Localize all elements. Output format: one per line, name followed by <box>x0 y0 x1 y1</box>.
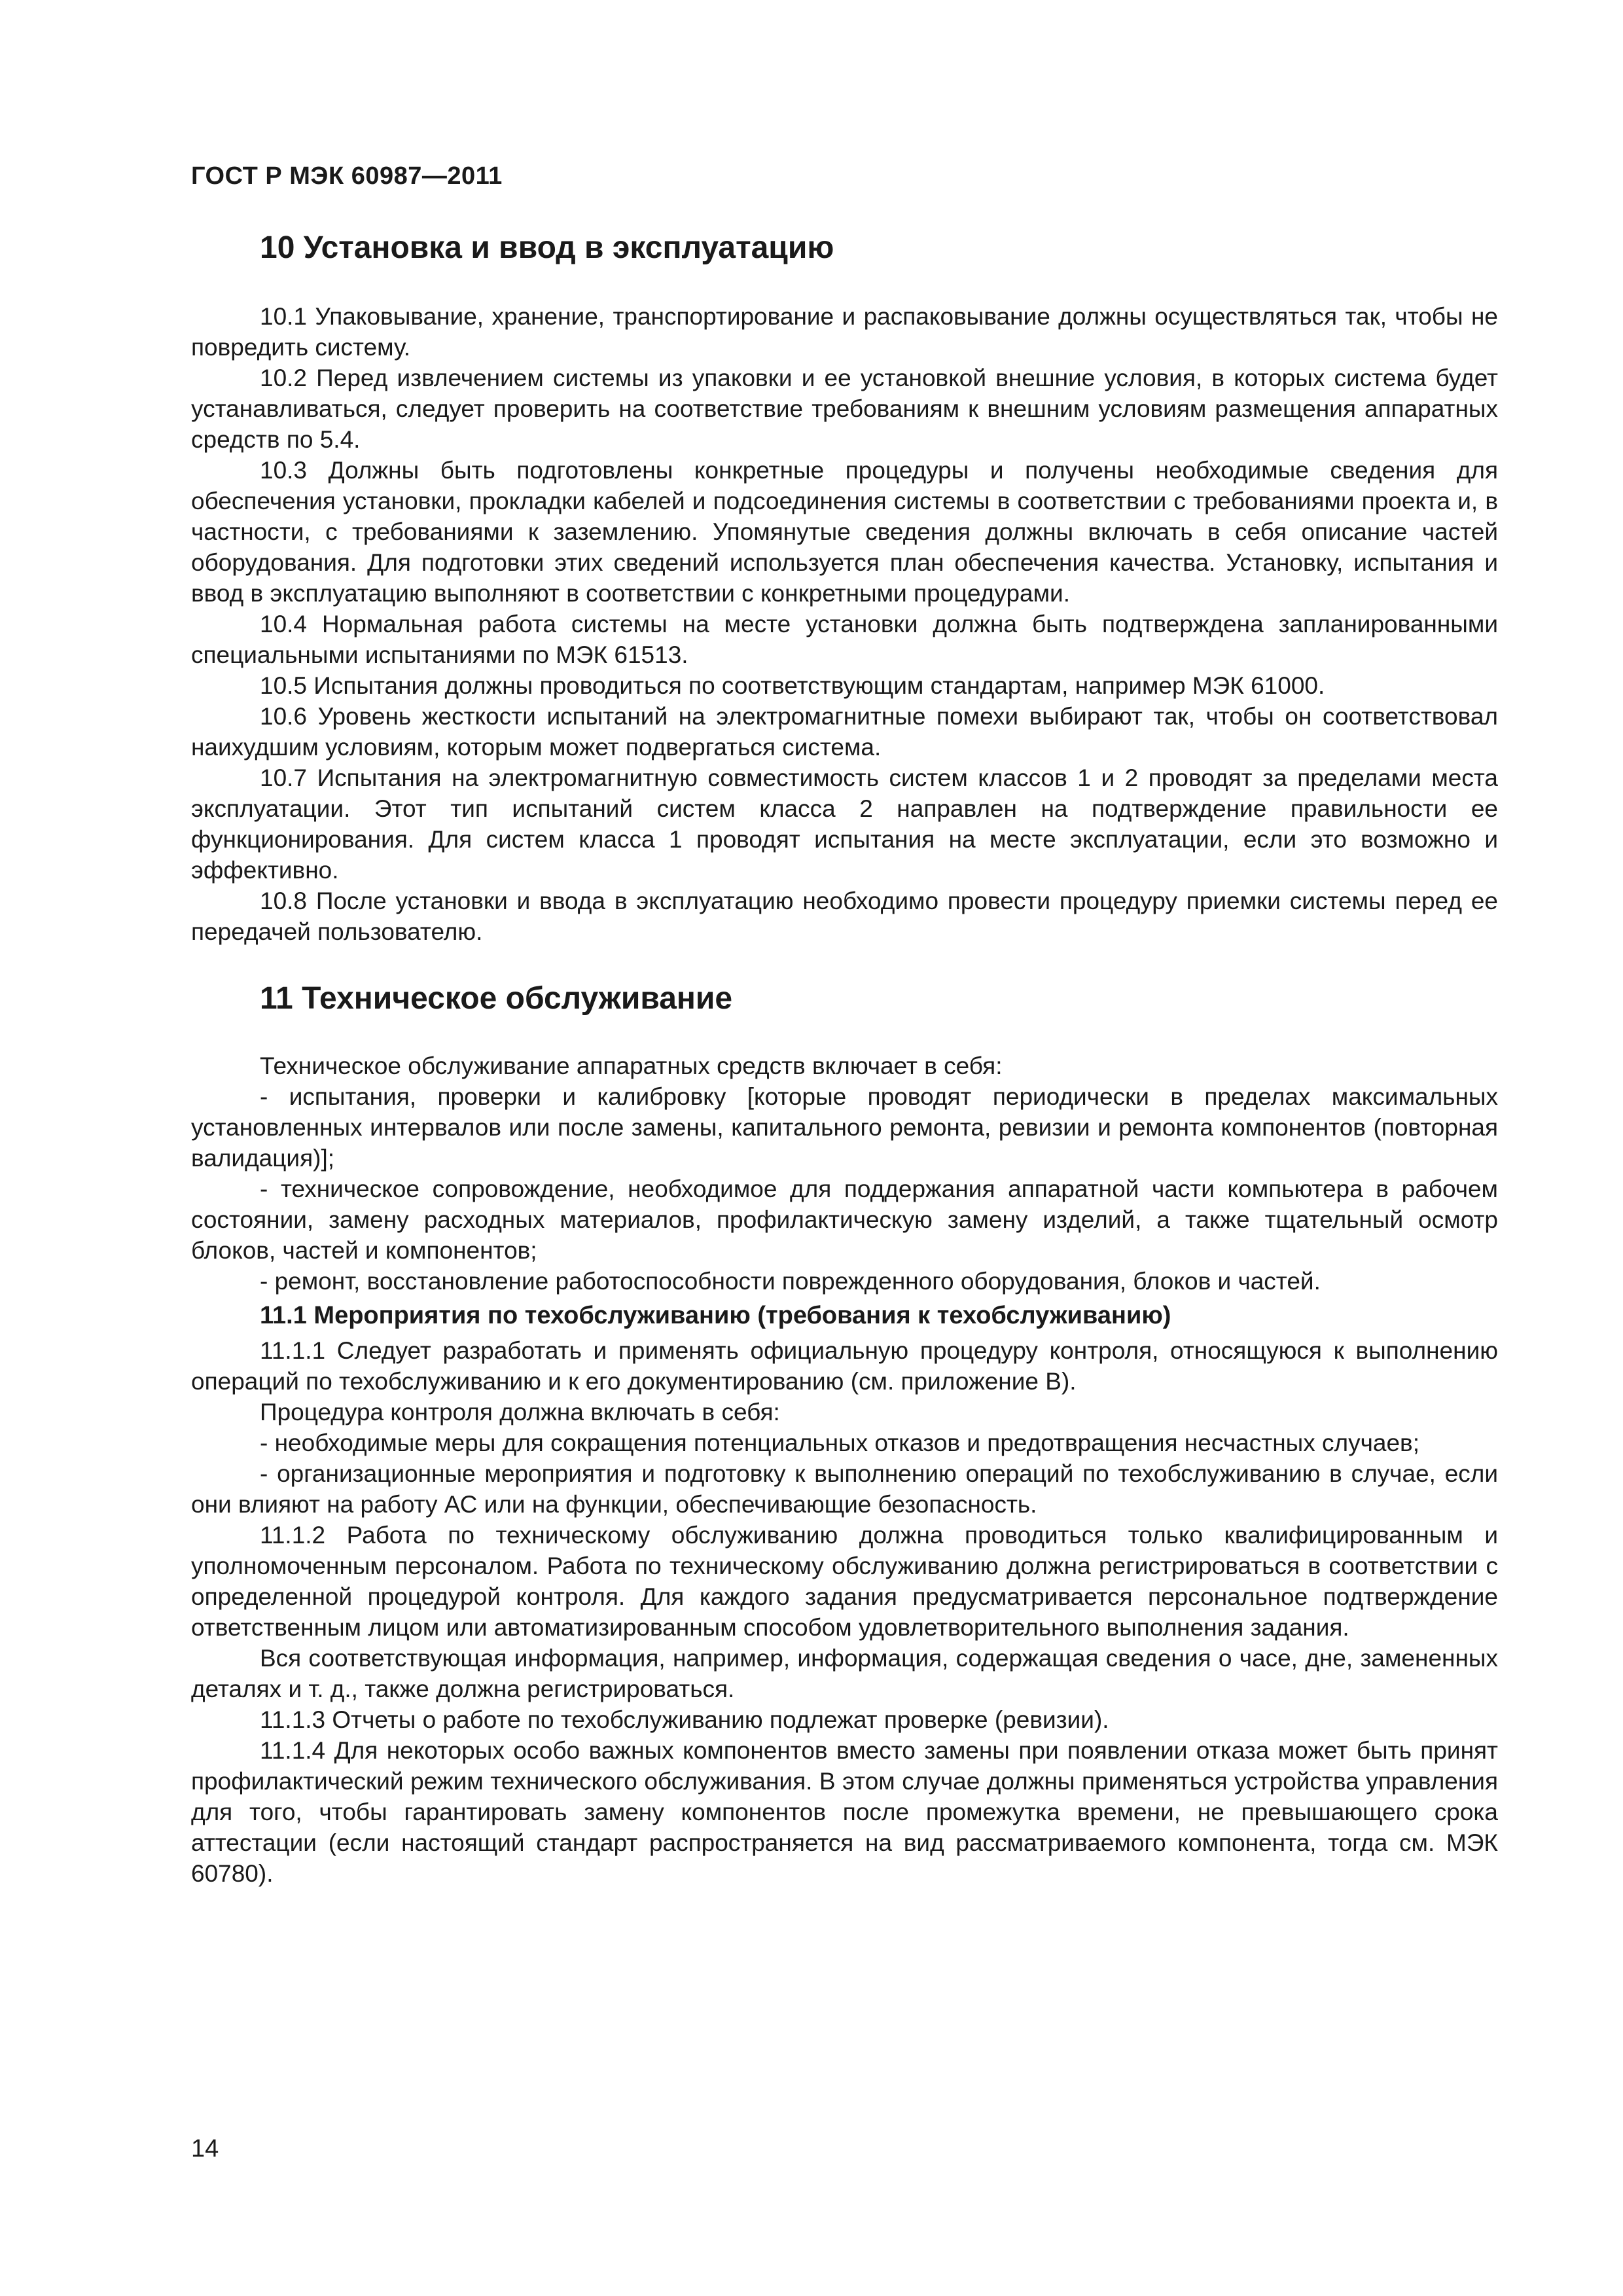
paragraph-10-7: 10.7 Испытания на электромагнитную совместимость систем классов 1 и 2 проводят за пределами места эксплуатации. Этот тип испытаний систем класса 2 направлен на подтверждение правильности ее функционирования. Для систем класса 1 проводят испытания на месте эксплуатации, если это возможно и эффективно. <box>191 764 1498 884</box>
paragraph-10-5: 10.5 Испытания должны проводиться по соответствующим стандартам, например МЭК 61000. <box>260 672 1325 699</box>
subsection-11-1-heading: 11.1 Мероприятия по техобслуживанию (требования к техобслуживанию) <box>260 1302 1171 1329</box>
paragraph-control-procedure: Процедура контроля должна включать в себя: <box>260 1399 780 1426</box>
paragraph-10-1: 10.1 Упаковывание, хранение, транспортирование и распаковывание должны осуществляться так, чтобы не повредить систему. <box>191 303 1498 361</box>
document-body <box>191 229 1498 1889</box>
paragraph-10-3: 10.3 Должны быть подготовлены конкретные процедуры и получены необходимые сведения для обеспечения установки, прокладки кабелей и подсоединения системы в соответствии с требованиями проекта и, в частности, с требованиями к заземлению. Упомянутые сведения должны включать в себя описание частей оборудования. Для подготовки этих сведений используется план обеспечения качества. Установку, испытания и ввод в эксплуатацию выполняют в соответствии с конкретными процедурами. <box>191 457 1498 607</box>
list-item-testing: - испытания, проверки и калибровку [которые проводят периодически в пределах максимальных установленных интервалов или после замены, капитального ремонта, ревизии и ремонта компонентов (повторная валидация)]; <box>191 1083 1498 1172</box>
list-item-organizational: - организационные мероприятия и подготовку к выполнению операций по техобслуживанию в случае, если они влияют на работу АС или на функции, обеспечивающие безопасность. <box>191 1460 1498 1518</box>
paragraph-information: Вся соответствующая информация, например, информация, содержащая сведения о часе, дне, замененных деталях и т. д., также должна регистрироваться. <box>191 1645 1498 1702</box>
page-number: 14 <box>191 2135 219 2162</box>
paragraph-10-6: 10.6 Уровень жесткости испытаний на электромагнитные помехи выбирают так, чтобы он соответствовал наихудшим условиям, которым может подвергаться система. <box>191 703 1498 761</box>
paragraph-11-1-1: 11.1.1 Следует разработать и применять официальную процедуру контроля, относящуюся к выполнению операций по техобслуживанию и к его документированию (см. приложение В). <box>191 1337 1498 1395</box>
list-item-support: - техническое сопровождение, необходимое для поддержания аппаратной части компьютера в рабочем состоянии, замену расходных материалов, профилактическую замену изделий, а также тщательный осмотр блоков, частей и компонентов; <box>191 1175 1498 1264</box>
paragraph-10-8: 10.8 После установки и ввода в эксплуатацию необходимо провести процедуру приемки системы перед ее передачей пользователю. <box>191 888 1498 945</box>
paragraph-11-intro: Техническое обслуживание аппаратных средств включает в себя: <box>260 1052 1003 1079</box>
list-item-measures: - необходимые меры для сокращения потенциальных отказов и предотвращения несчастных случаев; <box>260 1429 1419 1456</box>
paragraph-11-1-4: 11.1.4 Для некоторых особо важных компонентов вместо замены при появлении отказа может быть принят профилактический режим технического обслуживания. В этом случае должны применяться устройства управления для того, чтобы гарантировать замену компонентов после промежутка времени, не превышающего срока аттестации (если настоящий стандарт распространяется на вид рассматриваемого компонента, тогда см. МЭК 60780). <box>191 1737 1498 1887</box>
section-10-heading: 10 Установка и ввод в эксплуатацию <box>260 230 834 265</box>
paragraph-10-2: 10.2 Перед извлечением системы из упаковки и ее установкой внешние условия, в которых система будет устанавливаться, следует проверить на соответствие требованиям к внешним условиям размещения аппаратных средств по 5.4. <box>191 365 1498 453</box>
section-11-heading: 11 Техническое обслуживание <box>260 981 733 1016</box>
paragraph-10-4: 10.4 Нормальная работа системы на месте установки должна быть подтверждена запланированными специальными испытаниями по МЭК 61513. <box>191 611 1498 668</box>
list-item-repair: - ремонт, восстановление работоспособности поврежденного оборудования, блоков и частей. <box>260 1268 1321 1295</box>
document-header: ГОСТ Р МЭК 60987—2011 <box>191 162 503 190</box>
paragraph-11-1-2: 11.1.2 Работа по техническому обслуживанию должна проводиться только квалифицированным и уполномоченным персоналом. Работа по техническому обслуживанию должна регистрироваться в соответствии с определенной процедурой контроля. Для каждого задания предусматривается персональное подтверждение ответственным лицом или автоматизированным способом удовлетворительного выполнения задания. <box>191 1522 1498 1641</box>
paragraph-11-1-3: 11.1.3 Отчеты о работе по техобслуживанию подлежат проверке (ревизии). <box>260 1706 1109 1733</box>
